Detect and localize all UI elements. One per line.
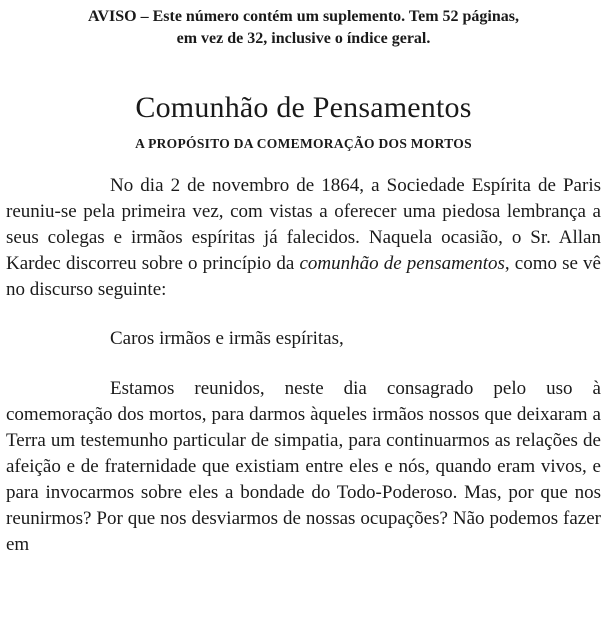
salutation: Caros irmãos e irmãs espíritas, — [110, 328, 344, 349]
article-body — [6, 173, 601, 558]
paragraph-1-text-end: , como se vê no discurso seguinte: — [6, 253, 601, 300]
paragraph-1 — [6, 173, 601, 303]
notice-line-1: AVISO – Este número contém um suplemento. Tem 52 páginas, — [87, 8, 519, 25]
article-subtitle: A PROPÓSITO DA COMEMORAÇÃO DOS MORTOS — [135, 136, 472, 151]
paragraph-1-text-start: No dia 2 de novembro de 1864, a Sociedade Espírita de Paris reuniu-se pela primeira vez, com vistas a oferecer uma piedosa lembrança a seus colegas e irmãos espíritas já falecidos. Naquela ocasião, o Sr. Allan Kardec discorreu sobre o princípio da — [6, 175, 601, 274]
notice-line-2: em vez de 32, inclusive o índice geral. — [176, 30, 431, 47]
paragraph-2: Estamos reunidos, neste dia consagrado pelo uso à comemoração dos mortos, para darmos àqueles irmãos nossos que deixaram a Terra um testemunho particular de simpatia, para continuarmos as relações de afeição e de fraternidade que existiam entre eles e nós, quando eram vivos, e para invocarmos sobre eles a bondade do Todo-Poderoso. Mas, por que nos reunirmos? Por que nos desviarmos de nossas ocupações? Não podemos fazer em — [6, 378, 601, 555]
notice-header — [6, 0, 601, 50]
article-title: Comunhão de Pensamentos — [135, 91, 472, 124]
paragraph-1-italic-term: comunhão de pensamentos — [299, 253, 505, 274]
